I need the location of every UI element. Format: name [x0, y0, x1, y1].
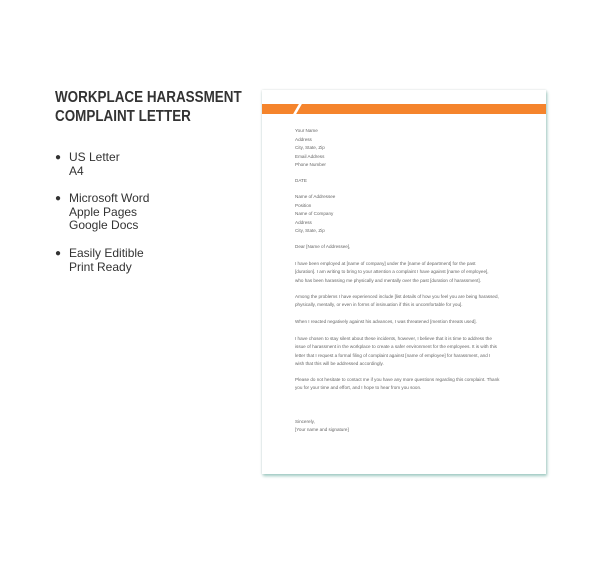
paragraph-line: you for your time and effort, and I hope to hear from you soon. [295, 385, 422, 391]
bullet-icon: ● [55, 152, 62, 163]
closing: Sincerely, [295, 419, 315, 424]
paragraph-line: who has been harassing me physically and mentally over the past [duration of harassment]. [295, 277, 481, 283]
feature-group-formats [55, 192, 149, 233]
feature-item: Apple Pages [69, 204, 138, 219]
feature-item: US Letter [69, 150, 120, 164]
feature-group-editing [55, 247, 144, 274]
paragraph-line: Please do not hesitate to contact me if you have any more questions regarding this complaint. Thank [295, 377, 500, 382]
paragraph-line: I have chosen to stay silent about these incidents, however, I believe that it is time to address the [295, 336, 492, 341]
bullet-icon: ● [55, 193, 62, 204]
feature-item: A4 [69, 163, 84, 178]
paragraph-line: [duration]. I am writing to bring to your attention a complaint I have against [name of employee], [295, 269, 489, 275]
letter-preview [262, 90, 546, 474]
sender-line: City, State, Zip [295, 145, 325, 150]
paragraph-line: issue of harassment in the workplace to create a safer environment for the employees. It is with this [295, 344, 497, 350]
recipient-line: City, State, Zip [295, 228, 325, 233]
paragraph-line: wish that this will be addressed accordingly. [295, 361, 384, 367]
date-line: DATE [295, 178, 307, 183]
feature-item: Print Ready [69, 259, 132, 274]
sender-line: Your Name [295, 128, 318, 133]
paragraph-line: I have been employed at [name of company] under the [name of department] for the past [295, 261, 476, 266]
paragraph-line: letter that I request a formal filing of complaint against [name of employee] for harassment, and I [295, 352, 491, 358]
sender-line: Phone Number [295, 162, 326, 167]
sender-line: Address [295, 136, 312, 142]
title-line: WORKPLACE HARASSMENT [55, 89, 242, 106]
bullet-icon: ● [55, 248, 62, 259]
recipient-line: Name of Addressee [295, 194, 336, 199]
paragraph-line: Among the problems I have experienced include [list details of how you feel you are being harassed, [295, 294, 499, 299]
paragraph-line: When I reacted negatively against his advances, I was threatened [mention threats used]. [295, 319, 477, 324]
feature-item: Microsoft Word [69, 191, 150, 205]
page-title [55, 88, 242, 126]
header-accent-bar [262, 104, 546, 114]
recipient-line: Position [295, 202, 312, 208]
feature-item: Google Docs [69, 218, 139, 232]
recipient-line: Address [295, 219, 312, 225]
feature-group-paper-size [55, 151, 120, 178]
sender-line: Email Address [295, 153, 325, 159]
title-line: COMPLAINT LETTER [55, 108, 191, 125]
signature: [Your name and signature] [295, 427, 349, 432]
paragraph-line: physically, mentally, or even in forms of insinuation if this is uncomfortable for you]. [295, 302, 463, 308]
feature-item: Easily Editible [69, 246, 144, 260]
recipient-line: Name of Company [295, 211, 334, 216]
salutation: Dear [Name of Addressee], [295, 244, 351, 249]
